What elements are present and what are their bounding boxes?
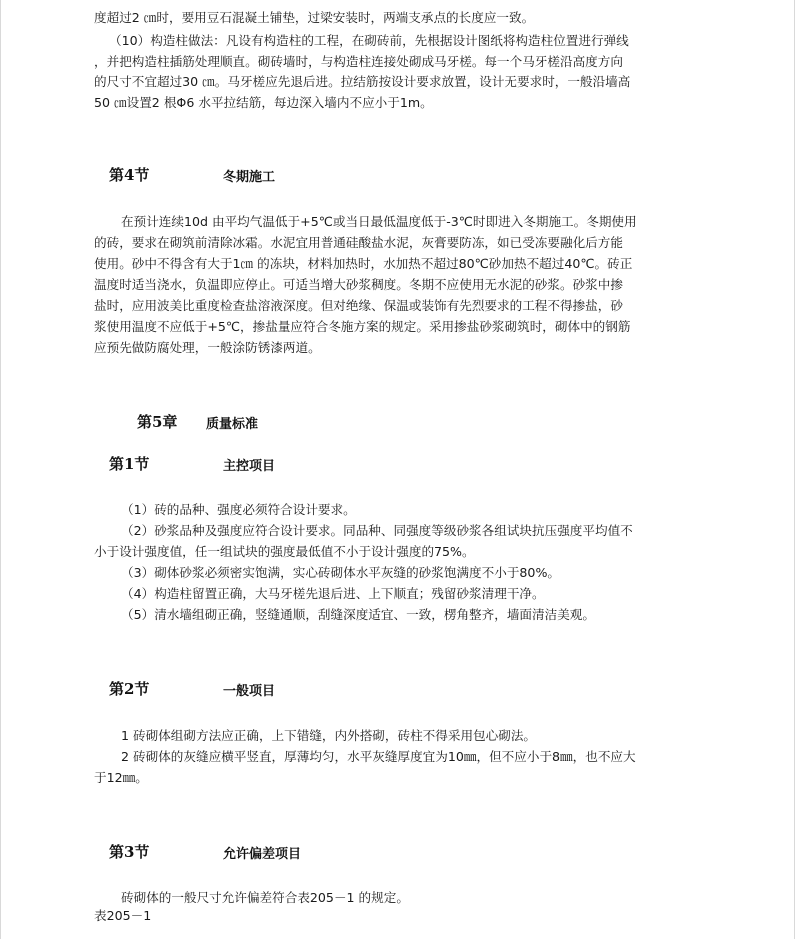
section-title: 冬期施工 <box>223 170 276 185</box>
section-title: 主控项目 <box>223 459 276 474</box>
paragraph-construction-column-line-3: 的尺寸不宜超过30 ㎝。马牙槎应先退后进。拉结筋按设计要求放置，设计无要求时，一般沿墙高 <box>94 74 631 89</box>
paragraph-lintel-support: 度超过2 ㎝时，要用豆石混凝土铺垫，过梁安装时，两端支承点的长度应一致。 <box>94 10 535 25</box>
main-item-3: （3）砌体砂浆必须密实饱满，实心砖砌体水平灰缝的砂浆饱满度不小于80%。 <box>121 565 561 580</box>
main-item-1: （1）砖的品种、强度必须符合设计要求。 <box>121 502 356 517</box>
winter-line-1: 在预计连续10d 由平均气温低于+5℃或当日最低温度低于-3℃时即进入冬期施工。冬期使用 <box>121 214 637 229</box>
section-title: 一般项目 <box>223 684 276 699</box>
paragraph-construction-column-line-4: 50 ㎝设置2 根Φ6 水平拉结筋，每边深入墙内不应小于1m。 <box>94 95 433 110</box>
section-number: 第4节 <box>109 166 150 184</box>
section-number: 第1节 <box>109 455 150 473</box>
section-title: 允许偏差项目 <box>223 847 302 862</box>
winter-line-3: 使用。砂中不得含有大于1㎝ 的冻块，材料加热时，水加热不超过80℃砂加热不超过40℃。砖正 <box>94 256 633 271</box>
winter-line-6: 浆使用温度不应低于+5℃，掺盐量应符合冬施方案的规定。采用掺盐砂浆砌筑时，砌体中的钢筋 <box>94 319 631 334</box>
main-item-4: （4）构造柱留置正确，大马牙槎先退后进、上下顺直；残留砂浆清理干净。 <box>121 586 545 601</box>
winter-line-4: 温度时适当浇水，负温即应停止。可适当增大砂浆稠度。冬期不应使用无水泥的砂浆。砂浆中掺 <box>94 277 623 292</box>
section-number: 第2节 <box>109 680 150 698</box>
chapter-number: 第5章 <box>137 413 178 431</box>
winter-line-5: 盐时，应用波美比重度检查盐溶液深度。但对绝缘、保温或装饰有先烈要求的工程不得掺盐，砂 <box>94 298 623 313</box>
section-number: 第3节 <box>109 843 150 861</box>
paragraph-construction-column-line-2: ，并把构造柱插筋处理顺直。砌砖墙时，与构造柱连接处砌成马牙槎。每一个马牙槎沿高度方向 <box>94 54 623 69</box>
general-item-1: 1 砖砌体组砌方法应正确，上下错缝，内外搭砌，砖柱不得采用包心砌法。 <box>121 728 537 743</box>
table-caption: 表205－1 <box>94 908 152 923</box>
tolerance-paragraph: 砖砌体的一般尺寸允许偏差符合表205－1 的规定。 <box>121 890 409 905</box>
page-left-edge <box>0 0 1 939</box>
main-item-5: （5）清水墙组砌正确，竖缝通顺，刮缝深度适宜、一致，楞角整齐，墙面清洁美观。 <box>121 607 595 622</box>
paragraph-construction-column-line-1: （10）构造柱做法：凡设有构造柱的工程，在砌砖前，先根据设计图纸将构造柱位置进行弹线 <box>109 33 629 48</box>
main-item-2-line-2: 小于设计强度值，任一组试块的强度最低值不小于设计强度的75%。 <box>94 544 475 559</box>
main-item-2-line-1: （2）砂浆品种及强度应符合设计要求。同品种、同强度等级砂浆各组试块抗压强度平均值不 <box>121 523 633 538</box>
winter-line-7: 应预先做防腐处理，一般涂防锈漆两道。 <box>94 340 321 355</box>
winter-line-2: 的砖，要求在砌筑前清除冰霜。水泥宜用普通硅酸盐水泥，灰膏要防冻，如已受冻要融化后方能 <box>94 235 623 250</box>
general-item-2-line-1: 2 砖砌体的灰缝应横平竖直，厚薄均匀，水平灰缝厚度宜为10㎜，但不应小于8㎜，也不应大 <box>121 749 636 764</box>
chapter-title: 质量标准 <box>206 417 259 432</box>
general-item-2-line-2: 于12㎜。 <box>94 770 148 785</box>
